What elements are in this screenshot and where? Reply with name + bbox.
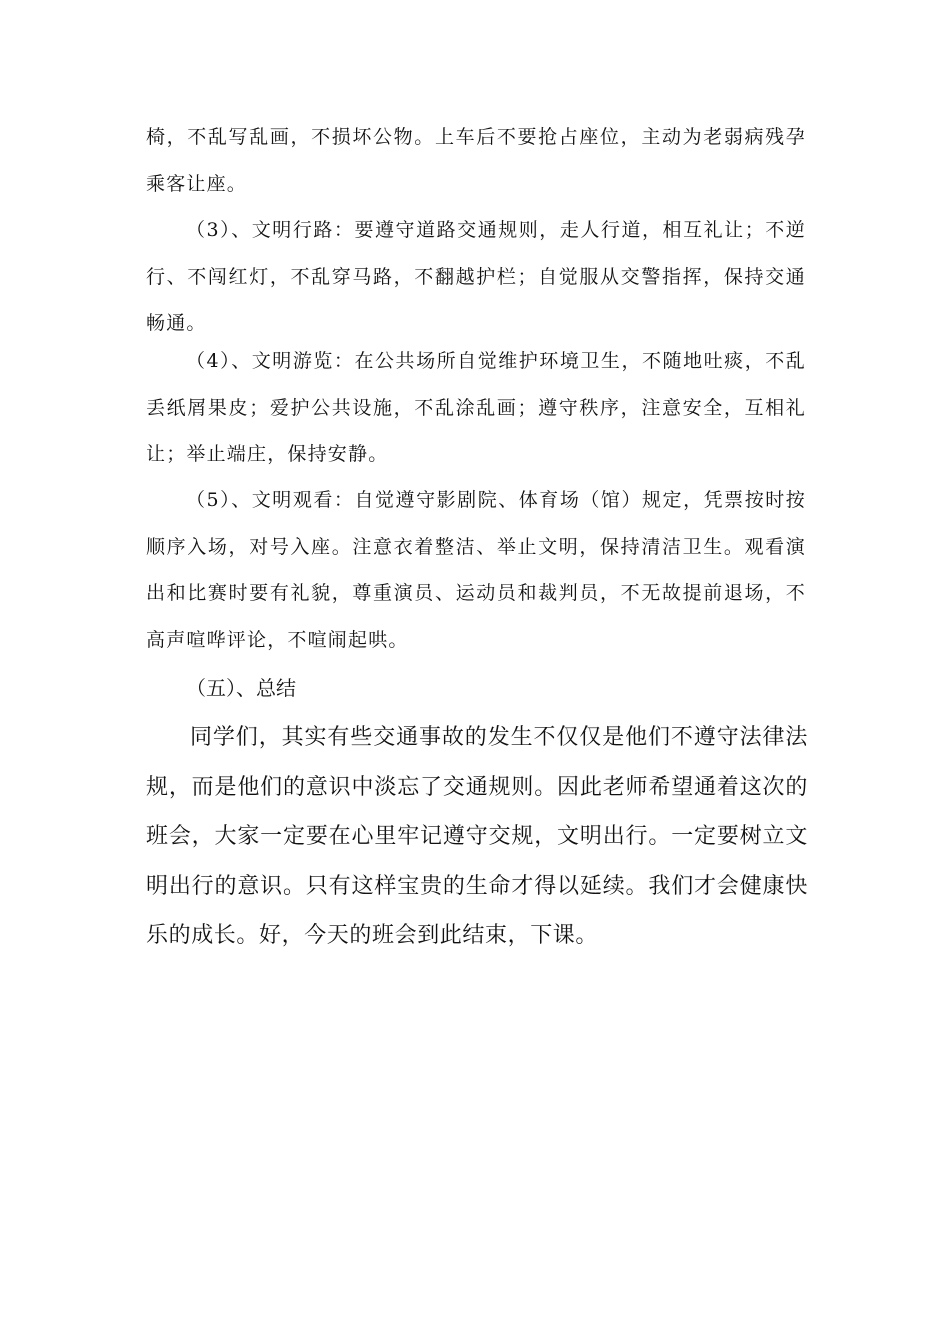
paragraph-civilized-walking: （3）、文明行路：要遵守道路交通规则，走人行道，相互礼让；不逆行、不闯红灯，不乱穿马路，不翻越护栏；自觉服从交警指挥，保持交通畅通。 [146,219,806,334]
summary-paragraph: 同学们，其实有些交通事故的发生不仅仅是他们不遵守法律法规，而是他们的意识中淡忘了交通规则。因此老师希望通着这次的班会，大家一定要在心里牢记遵守交规，文明出行。一定要树立文明出行的意识。只有这样宝贵的生命才得以延续。我们才会健康快乐的成长。好，今天的班会到此结束，下课。 [146,725,808,948]
summary-heading: （五）、总结 [186,676,296,700]
paragraph-civilized-touring: （4）、文明游览：在公共场所自觉维护环境卫生，不随地吐痰，不乱丢纸屑果皮；爱护公共设施，不乱涂乱画；遵守秩序，注意安全，互相礼让；举止端庄，保持安静。 [146,350,806,465]
paragraph-seat-courtesy: 椅，不乱写乱画，不损坏公物。上车后不要抢占座位，主动为老弱病残孕乘客让座。 [146,126,806,195]
paragraph-civilized-watching: （5）、文明观看：自觉遵守影剧院、体育场（馆）规定，凭票按时按顺序入场，对号入座。注意衣着整洁、举止文明，保持清洁卫生。观看演出和比赛时要有礼貌，尊重演员、运动员和裁判员，不无故提前退场，不高声喧哗评论，不喧闹起哄。 [146,489,806,651]
